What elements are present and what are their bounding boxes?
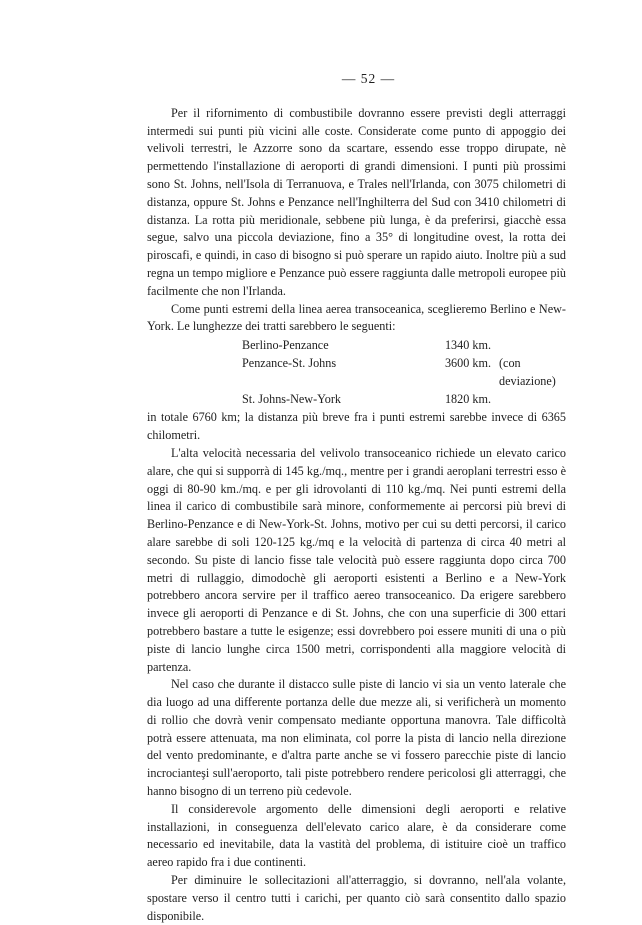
route-distance: 1340 km. xyxy=(444,338,491,353)
page-number: — 52 — xyxy=(341,71,396,86)
paragraph-endpoints: Come punti estremi della linea aerea transoceanica, sceglieremo Berlino e New-York. Le lunghezze dei tratti sarebbero le seguenti: xyxy=(147,301,566,334)
route-name: Penzance-St. Johns xyxy=(242,355,337,370)
table-row xyxy=(242,391,566,409)
distance-table xyxy=(242,337,566,408)
route-note: (con deviazione) xyxy=(499,355,556,388)
route-distance: 1820 km. xyxy=(444,391,491,406)
paragraph-landing-loads: Per diminuire le sollecitazioni all'atterraggio, si dovranno, nell'ala volante, spostare verso il centro tutti i carichi, per quanto ciò sarà consentito dallo spazio disponibile. xyxy=(147,873,566,923)
paragraph-wing-loading: L'alta velocità necessaria del velivolo transoceanico richiede un elevato carico alare, che qui si supporrà di 145 kg./mq., mentre per i grandi aeroplani terrestri esso è oggi di 80-90 km./mq. e per gli idrovolanti di 110 kg./mq. Nei punti estremi della linea il carico di combustibile sarà minore, conformemente ai percorsi più brevi di Berlino-Penzance e di New-York-St. Johns, motivo per cui su detti percorsi, il carico alare sarebbe di soli 120-125 kg./mq e la velocità di partenza di circa 40 metri al secondo. Su piste di lancio fisse tale velocità può essere raggiunta dopo circa 700 metri di rullaggio, dimodochè gli aeroporti esistenti a Berlino e a New-York potrebbero ancora servire per il traffico aereo transoceanico. Da erigere sarebbero invece gli aeroporti di Penzance e di St. Johns, che con una superficie di 300 ettari potrebbero bastare a tutte le esigenze; essi dovrebbero poi essere muniti di una o più piste di lancio lunghe circa 1500 metri, corrispondenti alla maggiore velocità di partenza. xyxy=(147,445,566,674)
paragraph-refueling: Per il rifornimento di combustibile dovranno essere previsti degli atterraggi intermedi sui punti più vicini alle coste. Considerate come punto di appoggio dei velivoli terrestri, le Azzorre sono da scartare, essendo esse troppo dirupate, nè permettendo l'installazione di aeroporti di grandi dimensioni. I punti più prossimi sono St. Johns, nell'Isola di Terranuova, e Trales nell'Irlanda, con 3075 chilometri di distanza, oppure St. Johns e Penzance nell'Inghilterra del Sud con 3410 chilometri di distanza. La rotta più meridionale, sebbene più lunga, è da preferirsi, giacchè essa segue, salvo una piccola deviazione, fino a 35° di longitudine ovest, la rotta dei piroscafi, e quindi, in caso di bisogno si può sperare un rapido aiuto. Inoltre più a sud regna un tempo migliore e Penzance può essere raggiunta dalle metropoli europee più facilmente che non l'Irlanda. xyxy=(147,105,566,298)
paragraph-airports: Il considerevole argomento delle dimensioni degli aeroporti e relative installazioni, in conseguenza dell'elevato carico alare, è da considerare come necessario ed inevitabile, data la vastità del problema, di istituire cioè un traffico aereo rapido fra i due continenti. xyxy=(147,801,566,870)
route-note xyxy=(495,391,566,409)
paragraph-total: in totale 6760 km; la distanza più breve fra i punti estremi sarebbe invece di 6365 chilometri. xyxy=(147,410,566,443)
paragraph-crosswind: Nel caso che durante il distacco sulle piste di lancio vi sia un vento laterale che dia luogo ad una differente portanza delle due mezze ali, si verificherà un momento di rollio che dovrà venir compensato mediante opportuna manovra. Tale difficoltà potrà essere attenuata, ma non eliminata, col porre la pista di lancio nella direzione del vento predominante, e d'altra parte anche se vi fossero parecchie piste di lancio incrocianteşi sull'aeroporto, tali piste potrebbero rendere pericolosi gli atterraggi, che hanno bisogno di un terreno più cedevole. xyxy=(147,677,566,799)
route-name: Berlino-Penzance xyxy=(242,338,329,353)
route-name: St. Johns-New-York xyxy=(242,391,341,406)
table-row xyxy=(242,355,566,391)
route-note xyxy=(495,337,566,355)
table-row xyxy=(242,337,566,355)
route-distance: 3600 km. xyxy=(444,355,491,370)
